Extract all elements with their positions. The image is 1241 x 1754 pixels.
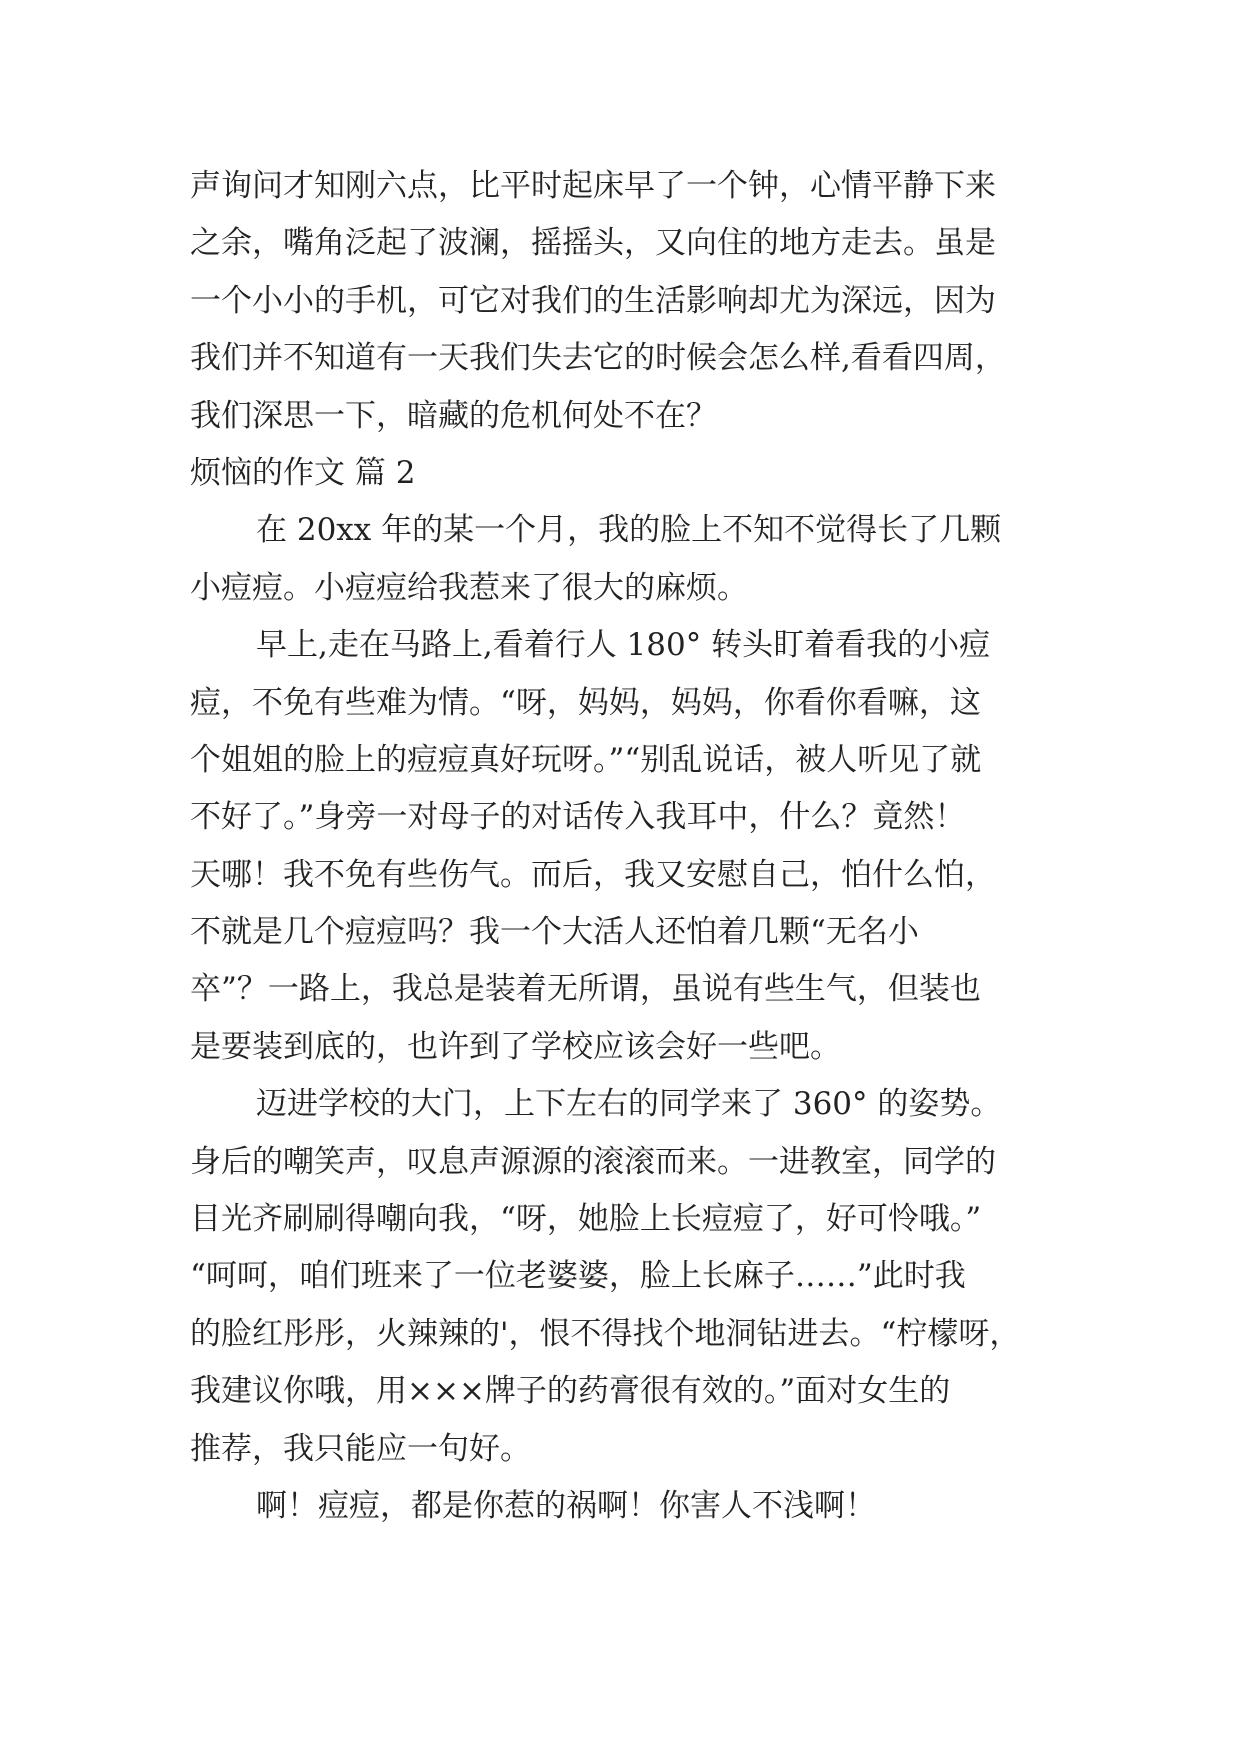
text-line: 卒”？一路上，我总是装着无所谓，虽说有些生气，但装也 xyxy=(190,971,981,1008)
text-line: 之余，嘴角泛起了波澜，摇摇头，又向住的地方走去。虽是 xyxy=(190,225,996,262)
text-line: 我们并不知道有一天我们失去它的时候会怎么样,看看四周， xyxy=(190,340,1006,377)
text-line: 是要装到底的，也许到了学校应该会好一些吧。 xyxy=(190,1028,841,1065)
text-line: 天哪！我不免有些伤气。而后，我又安慰自己，怕什么怕， xyxy=(190,856,996,893)
text-line: 不好了。”身旁一对母子的对话传入我耳中，什么？竟然！ xyxy=(190,799,966,836)
text-line: 身后的嘲笑声，叹息声源源的滚滚而来。一进教室，同学的 xyxy=(190,1143,996,1180)
text-line: 目光齐刷刷得嘲向我，“呀，她脸上长痘痘了，好可怜哦。” xyxy=(190,1201,982,1238)
text-line: 啊！痘痘，都是你惹的祸啊！你害人不浅啊！ xyxy=(256,1487,876,1524)
text-line: 在 20xx 年的某一个月，我的脸上不知不觉得长了几颗 xyxy=(256,512,1002,549)
text-line: 我建议你哦，用×××牌子的药膏很有效的。”面对女生的 xyxy=(190,1373,951,1410)
text-line: 个姐姐的脸上的痘痘真好玩呀。”“别乱说话，被人听见了就 xyxy=(190,741,982,778)
text-line: 我们深思一下，暗藏的危机何处不在？ xyxy=(190,397,717,434)
document-body xyxy=(190,158,1050,1535)
section-title: 烦恼的作文 篇 2 xyxy=(190,454,416,491)
text-line: 一个小小的手机，可它对我们的生活影响却尤为深远，因为 xyxy=(190,282,996,319)
text-line: 的脸红彤彤，火辣辣的'，恨不得找个地洞钻进去。“柠檬呀， xyxy=(190,1315,1021,1352)
text-line: 迈进学校的大门，上下左右的同学来了 360° 的姿势。 xyxy=(256,1086,1002,1123)
text-line: “呵呵，咱们班来了一位老婆婆，脸上长麻子……”此时我 xyxy=(190,1258,966,1295)
text-line: 推荐，我只能应一句好。 xyxy=(190,1430,531,1467)
text-line: 声询问才知刚六点，比平时起床早了一个钟，心情平静下来 xyxy=(190,168,996,204)
text-line: 痘，不免有些难为情。“呀，妈妈，妈妈，你看你看嘛，这 xyxy=(190,684,981,721)
text-line: 不就是几个痘痘吗？我一个大活人还怕着几颗“无名小 xyxy=(190,914,919,951)
text-line: 小痘痘。小痘痘给我惹来了很大的麻烦。 xyxy=(190,569,748,606)
text-line: 早上,走在马路上,看着行人 180° 转头盯着看我的小痘 xyxy=(256,627,991,664)
